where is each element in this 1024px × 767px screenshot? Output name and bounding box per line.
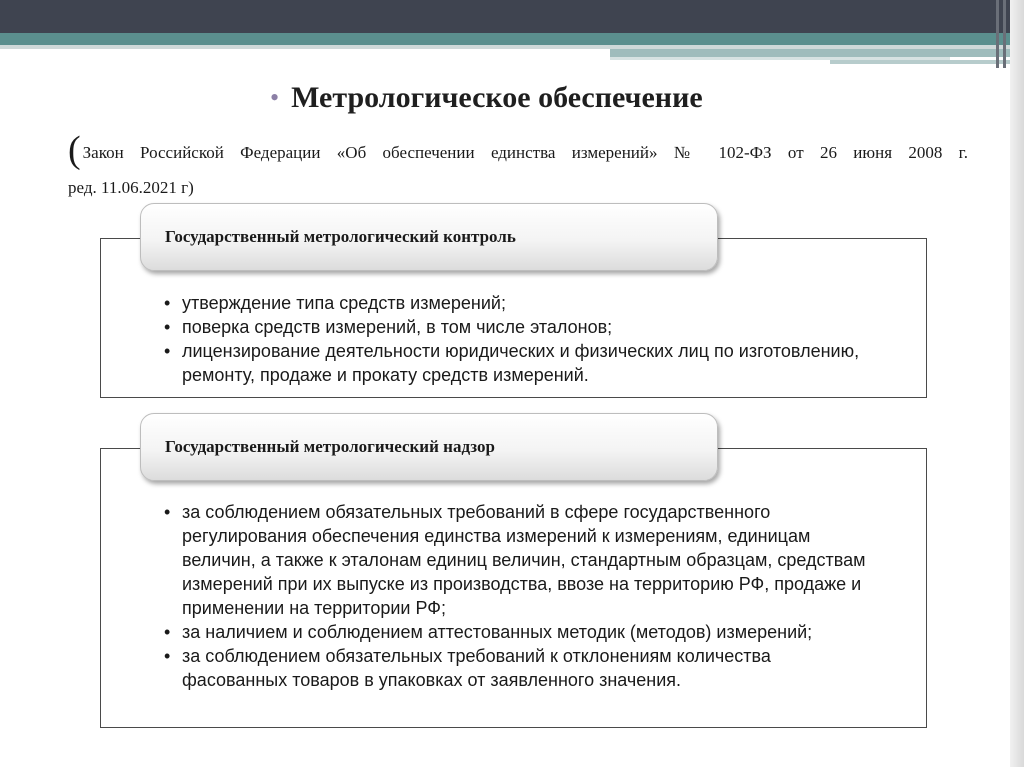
list-item: • за соблюдением обязательных требований к отклонениям количества фасованных товаров в упаковках от заявленного значения.: [160, 644, 880, 692]
control-list: [160, 291, 900, 387]
supervision-heading: Государственный метрологический надзор: [140, 413, 718, 481]
law-reference-line-2: ред. 11.06.2021 г): [68, 178, 194, 197]
page-edge: [1010, 0, 1024, 767]
header-stripe: [830, 60, 1024, 64]
list-item: • лицензирование деятельности юридических и физических лиц по изготовлению, ремонту, продаже и прокату средств измерений.: [160, 339, 900, 387]
law-reference: [68, 122, 968, 201]
open-paren: (: [68, 129, 81, 171]
header-divider: [1003, 0, 1006, 68]
list-item: • за наличием и соблюдением аттестованных методик (методов) измерений;: [160, 620, 880, 644]
header-band-teal: [0, 33, 1024, 45]
header-band-dark: [0, 0, 1024, 33]
law-reference-text: Закон Российской Федерации «Об обеспечении единства измерений» № 102-ФЗ от 26 июня 2008 г.: [82, 143, 968, 162]
page-title: Метрологическое обеспечение: [291, 81, 703, 114]
header-divider: [996, 0, 999, 68]
list-item: • утверждение типа средств измерений;: [160, 291, 900, 315]
header-stripe: [610, 49, 1024, 57]
supervision-list: [160, 500, 880, 692]
law-reference-line-1: [68, 122, 968, 179]
list-item: • за соблюдением обязательных требований в сфере государственного регулирования обеспечения единства измерений к измерениям, единицам величин, а также к эталонам единиц величин, стандартным образцам, средствам измерений при их выпуске из производства, ввозе на территорию РФ, продаже и применении на территории РФ;: [160, 500, 880, 620]
bullet-icon: •: [270, 83, 280, 112]
list-item: • поверка средств измерений, в том числе эталонов;: [160, 315, 900, 339]
control-heading: Государственный метрологический контроль: [140, 203, 718, 271]
title-row: [270, 78, 703, 118]
